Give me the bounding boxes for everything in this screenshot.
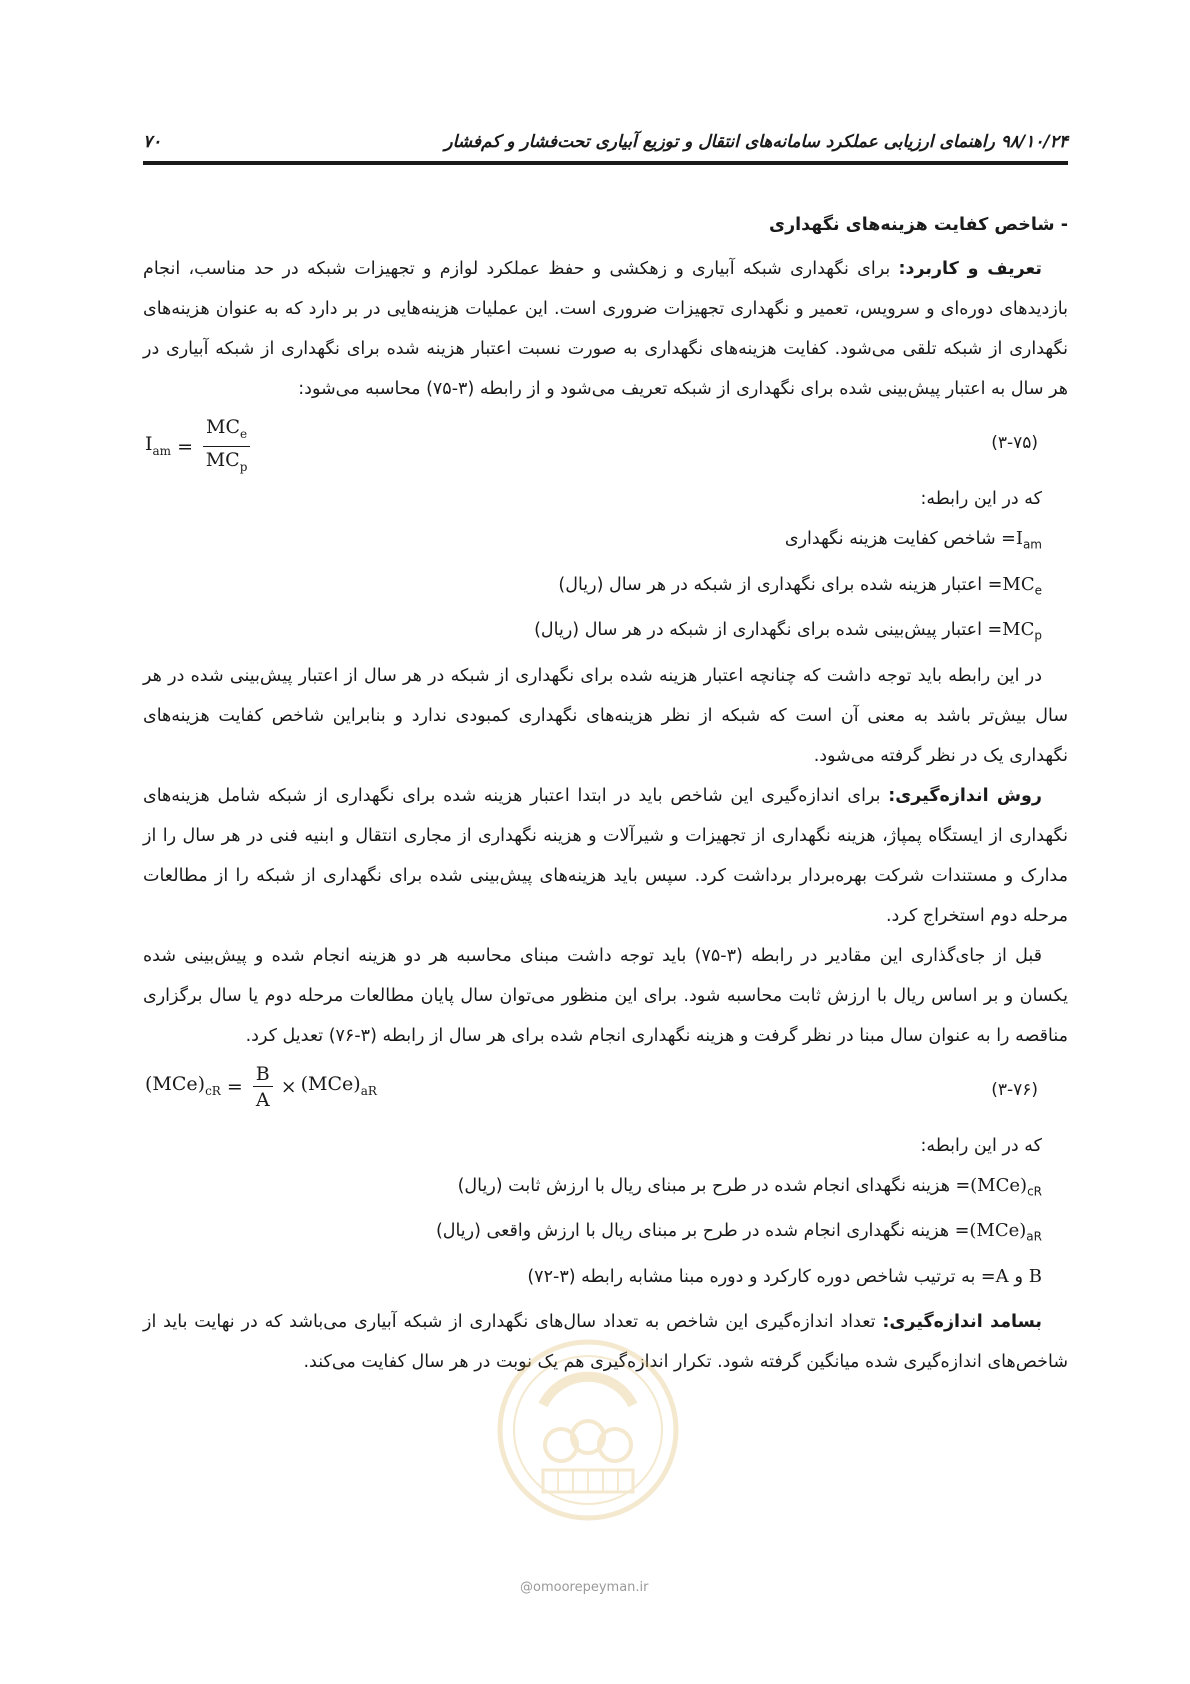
definition-item: $I_{am}=$ شاخص کفایت هزینه نگهداری: [784, 528, 1042, 552]
eq1-denominator: $MC_p$: [205, 448, 248, 474]
eq2-fraction: [253, 1062, 273, 1113]
definition-label: تعریف و کاربرد:: [898, 259, 1042, 279]
method-text: برای اندازه‌گیری این شاخص باید در ابتدا اعتبار هزینه شده برای نگهداری از شبکه شامل هزینه‌های نگهداری از ایستگاه پمپاژ، هزینه نگهداری از تجهیزات و شیرآلات و هزینه نگهداری از مجاری انتقال و ابنیه فنی در هر سال را از مدارک و مستندات شرکت بهره‌بردار برداشت کرد. سپس باید هزینه‌های پیش‌بینی شده برای نگهداری از شبکه را از مطالعات مرحله دوم استخراج کرد.: [143, 785, 1068, 926]
adjustment-paragraph: قبل از جای‌گذاری این مقادیر در رابطه (۳-۷۵) باید توجه داشت مبنای محاسبه هر دو هزینه انجام شده و پیش‌بینی شده یکسان و بر اساس ریال با ارزش ثابت محاسبه شود. برای این منظور می‌توان سال پایان مطالعات مرحله دوم یا سال برگزاری مناقصه را به عنوان سال مبنا در نظر گرفت و هزینه نگهداری انجام شده برای هر سال از رابطه (۳-۷۶) تعدیل کرد.: [143, 945, 1068, 1046]
section-heading: - شاخص کفایت هزینه‌های نگهداری: [769, 215, 1068, 235]
definitions-list-1: [143, 519, 1068, 656]
definition-item: $MC_p=$ اعتبار پیش‌بینی شده برای نگهداری از شبکه در هر سال (ریال): [534, 619, 1042, 643]
definition-item: $(MCe)_{aR}=$ هزینه نگهداری انجام شده در طرح بر مبنای ریال با ارزش واقعی (ریال): [435, 1220, 1042, 1244]
eq2-lhs: $(MCe)_{cR}$: [145, 1072, 221, 1098]
equation-76-formula: $(MCe)_{cR}$ = $\frac{B}{A}$ × $(MCe)_{aR}$: [145, 1062, 377, 1111]
equation-75: [143, 409, 1068, 479]
definition-text: برای نگهداری شبکه آبیاری و زهکشی و حفظ عملکرد لوازم و تجهیزات شبکه در حد مناسب، انجام بازدیدهای دوره‌ای و سرویس، تعمیر و نگهداری تجهیزات ضروری است. این عملیات هزینه‌هایی در بر دارد که به عنوان هزینه‌های نگهداری از شبکه تلقی می‌شود. کفایت هزینه‌های نگهداری به صورت نسبت اعتبار هزینه شده برای نگهداری از شبکه آبیاری در هر سال به اعتبار پیش‌بینی شده برای نگهداری از شبکه تعریف می‌شود و از رابطه (۳-۷۵) محاسبه می‌شود:: [143, 259, 1068, 399]
watermark-seal-icon: [493, 1335, 683, 1525]
eq2-denominator: A: [255, 1088, 270, 1111]
eq1-lhs: $I_{am}$: [145, 432, 172, 458]
eq2-rhs: $(MCe)_{aR}$: [300, 1072, 377, 1098]
equation-76-label: (۳-۷۶): [991, 1079, 1038, 1100]
page-number: ۷۰: [143, 132, 162, 152]
equation-75-formula: $I_{am}$ = $\frac{MC_e}{MC_p}$: [145, 415, 254, 480]
definition-item: A و B= به ترتیب شاخص دوره کارکرد و دوره مبنا مشابه رابطه (۳-۷۲): [527, 1265, 1042, 1287]
page-body: [143, 205, 1068, 1382]
eq1-fraction: [203, 415, 250, 480]
definition-item: $MC_e=$ اعتبار هزینه شده برای نگهداری از شبکه در هر سال (ریال): [558, 573, 1042, 597]
equation-75-label: (۳-۷۵): [991, 433, 1038, 453]
watermark-site: @omoorepeyman.ir: [520, 1580, 649, 1595]
method-label: روش اندازه‌گیری:: [888, 785, 1042, 806]
page-header: [143, 128, 1068, 168]
frequency-text: تعداد اندازه‌گیری این شاخص به تعداد سال‌های نگهداری از شبکه آبیاری می‌باشد که در نهایت باید از شاخص‌های اندازه‌گیری شده میانگین گرفته شود. تکرار اندازه‌گیری هم یک نوبت در هر سال کفایت می‌کند.: [143, 1312, 1068, 1372]
frequency-label: بسامد اندازه‌گیری:: [882, 1312, 1043, 1332]
eq2-numerator: B: [253, 1062, 273, 1087]
definitions-list-2: [143, 1166, 1068, 1303]
eq1-numerator: $MC_e$: [203, 415, 250, 447]
where-label-2: که در این رابطه:: [920, 1135, 1042, 1156]
definition-item: $(MCe)_{cR}=$ هزینه نگهدای انجام شده در طرح بر مبنای ریال با ارزش ثابت (ریال): [457, 1174, 1042, 1198]
where-label-1: که در این رابطه:: [920, 489, 1042, 509]
method-paragraph: [143, 776, 1068, 936]
running-title: ۹۸/۱۰/۲۴ راهنمای ارزیابی عملکرد سامانه‌های انتقال و توزیع آبیاری تحت‌فشار و کم‌فشار: [444, 132, 1068, 152]
header-rule: [143, 161, 1068, 165]
note-paragraph: در این رابطه باید توجه داشت که چنانچه اعتبار هزینه شده برای نگهداری از شبکه در هر سال از اعتبار پیش‌بینی شده در هر سال بیش‌تر باشد به معنی آن است که شبکه از نظر هزینه‌های نگهداری کمبودی ندارد و بنابراین شاخص کفایت هزینه‌های نگهداری یک در نظر گرفته می‌شود.: [143, 665, 1068, 766]
equation-76: [143, 1056, 1068, 1126]
definition-paragraph: [143, 249, 1068, 409]
